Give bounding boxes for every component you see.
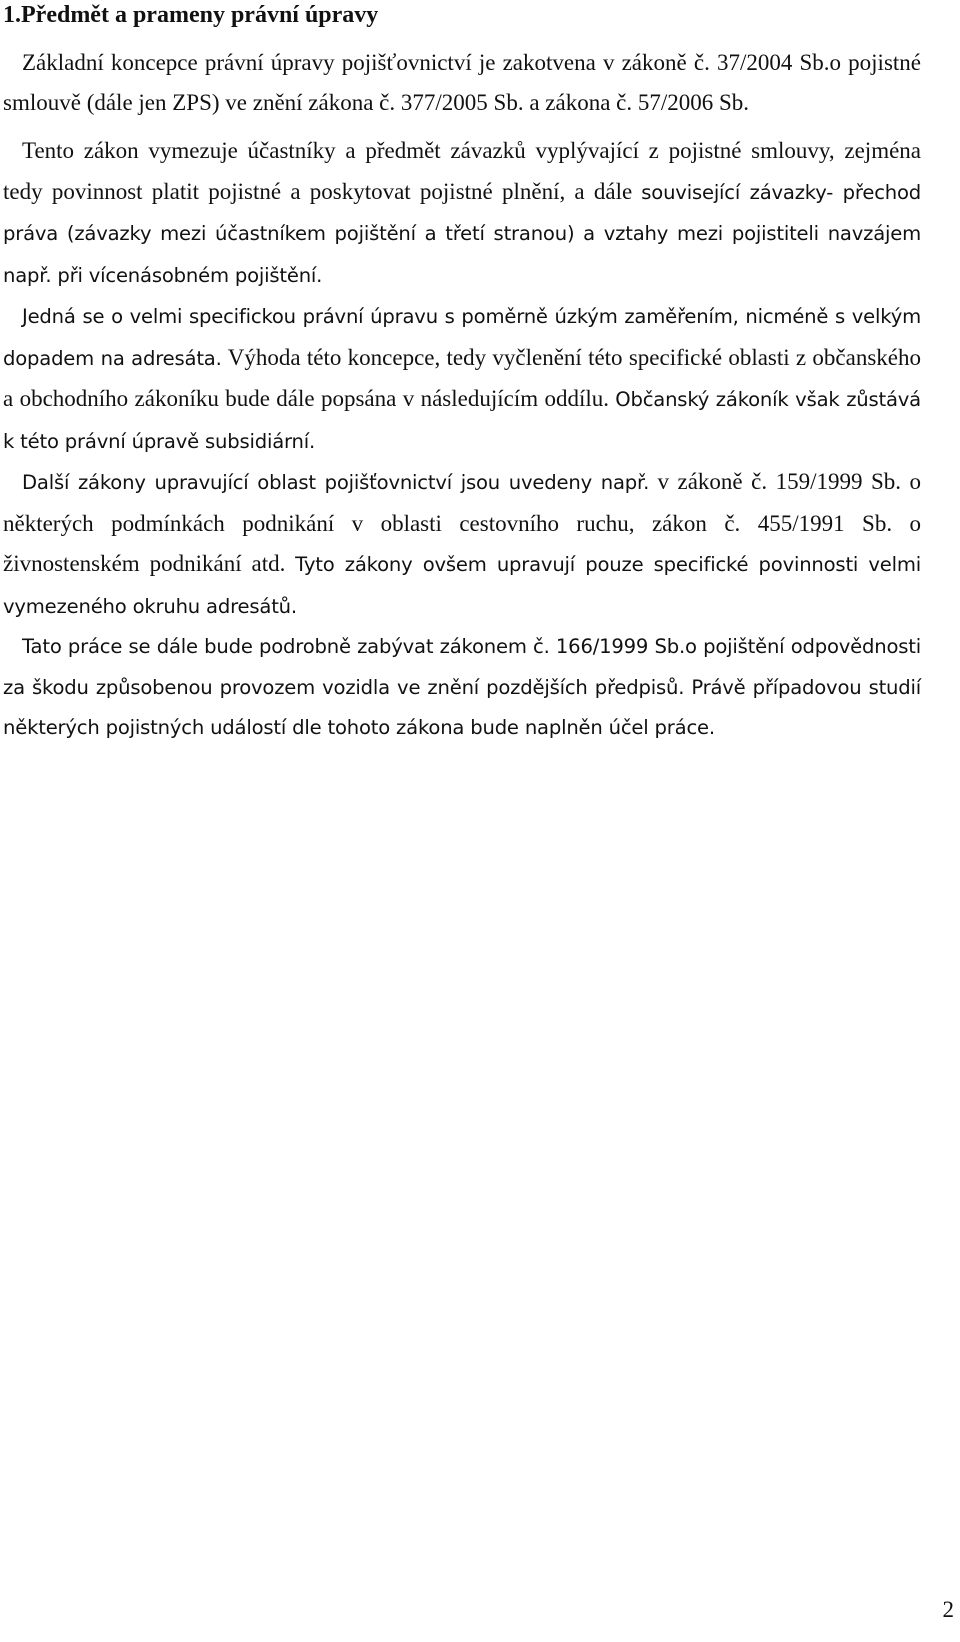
paragraph-other-laws-part-3: Tyto zákony ovšem upravují pouze specifické povinnosti velmi vymezeného okruhu adresátů. [3,553,921,618]
paragraph-specificity-part-2: Výhoda této koncepce, tedy vyčlenění této specifické oblasti z občanského a obchodního zákoníku bude dále popsána v následujícím oddílu. [3,344,921,411]
paragraph-specificity-part-1: Jedná se o velmi specifickou právní úpravu s poměrně úzkým zaměřením, nicméně s velkým dopadem na adresáta. [3,305,921,370]
paragraph-other-laws-part-1: Další zákony upravující oblast pojišťovnictví jsou uvedeny např. [22,471,650,494]
paragraph-legal-basis: Základní koncepce právní úpravy pojišťovnictví je zakotvena v zákoně č. 37/2004 Sb.o pojistné smlouvě (dále jen ZPS) ve znění zákona č. 377/2005 Sb. a zákona č. 57/2006 Sb. [3,50,921,115]
paragraph-other-laws-part-2: v zákoně č. 159/1999 Sb. o některých podmínkách podnikání v oblasti cestovního ruchu, zákon č. 455/1991 Sb. o živnostenském podnikání atd. [3,469,921,576]
document-body [3,0,921,749]
page-number: 2 [942,1597,954,1622]
section-heading: 1.Předmět a prameny právní úpravy [3,2,379,28]
paragraph-other-laws [3,462,921,627]
paragraph-scope [3,131,921,296]
paragraph-thesis-focus: Tato práce se dále bude podrobně zabývat zákonem č. 166/1999 Sb.o pojištění odpovědnosti za škodu způsobenou provozem vozidla ve znění pozdějších předpisů. Právě případovou studií některých pojistných událostí dle tohoto zákona bude naplněn účel práce. [3,635,921,739]
paragraph-specificity-part-3: Občanský zákoník však zůstává k této právní úpravě subsidiární. [3,388,921,453]
paragraph-specificity [3,296,921,462]
paragraph-scope-part-1: Tento zákon vymezuje účastníky a předmět závazků vyplývající z pojistné smlouvy, zejména tedy povinnost platit pojistné a poskytovat pojistné plnění, a dále [3,138,921,204]
paragraph-scope-part-2: související závazky- přechod práva (závazky mezi účastníkem pojištění a třetí stranou) a vztahy mezi pojistiteli navzájem např. při vícenásobném pojištění. [3,180,922,287]
